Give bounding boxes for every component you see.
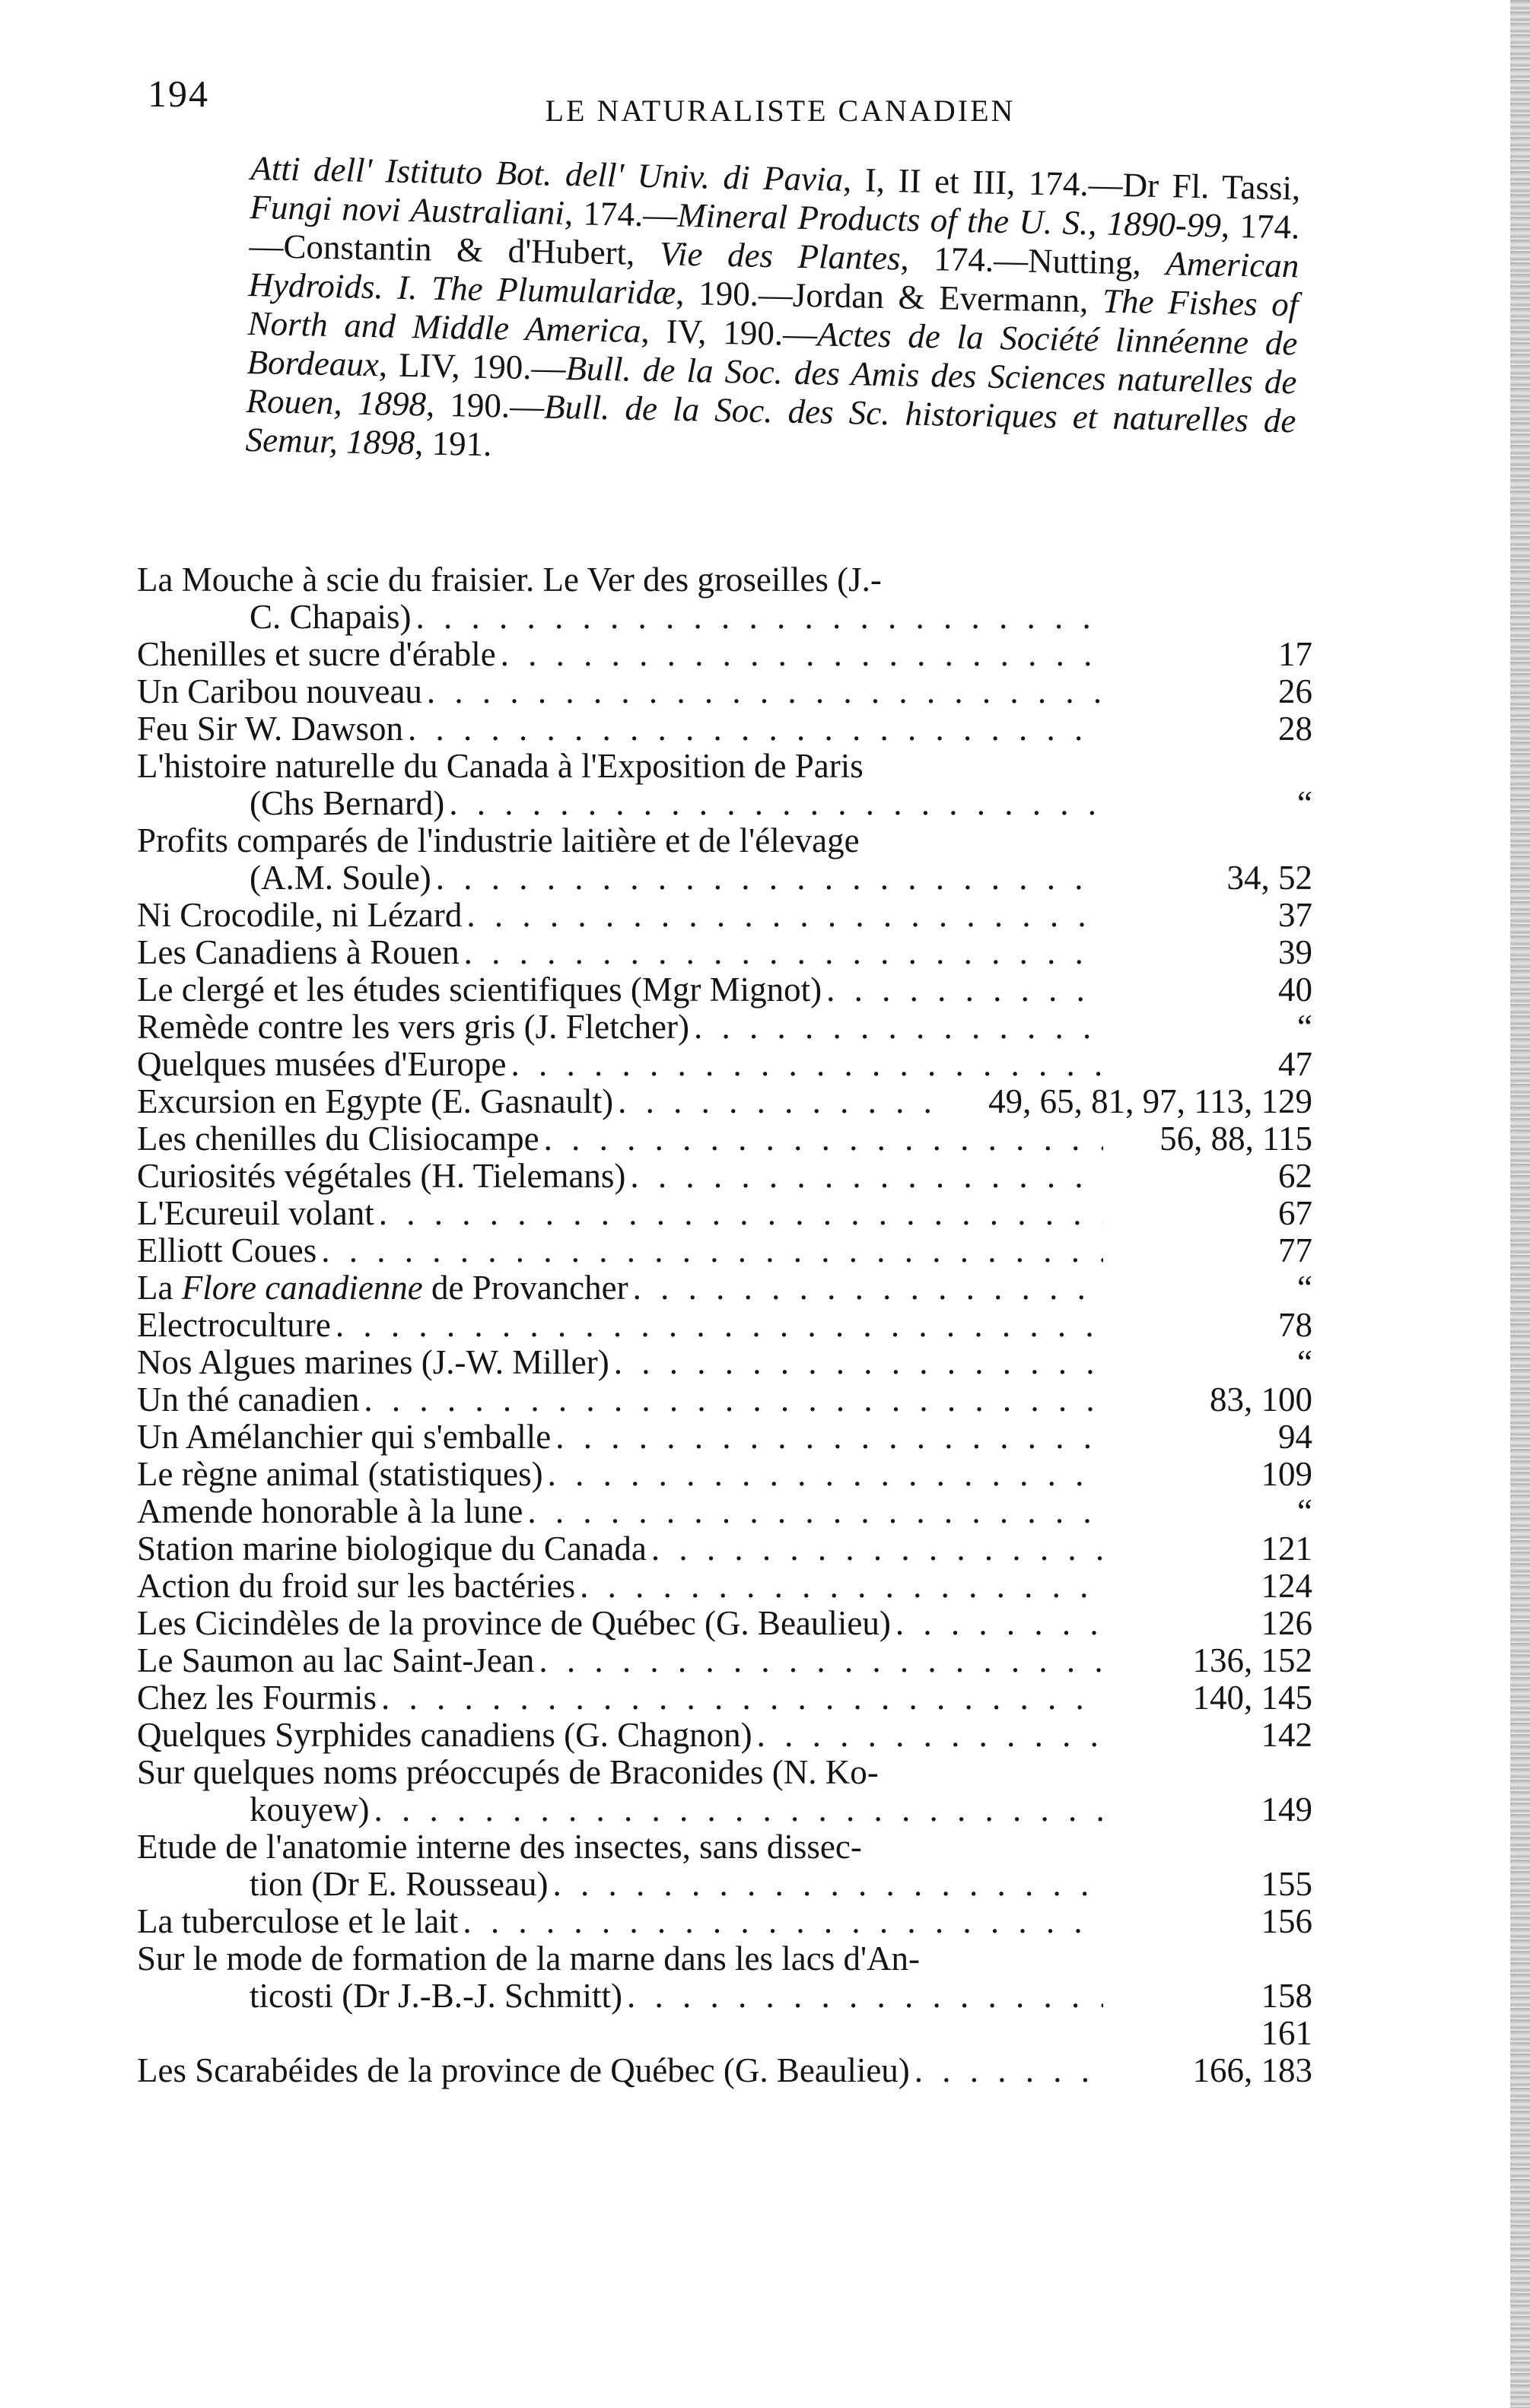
toc-page-numbers: 158 [1261, 1977, 1312, 2015]
toc-title-text: de Provancher [422, 1269, 628, 1307]
leader-dots [422, 673, 1103, 710]
toc-title-text: Sur quelques noms préoccupés de Braconides (N. Ko- [137, 1754, 879, 1791]
toc-entry-title [137, 1418, 1103, 1456]
leader-dots [462, 897, 1103, 934]
leader-dots [331, 1307, 1103, 1344]
leader-dots [625, 1158, 1103, 1195]
citation-italic: Atti dell' Istituto Bot. dell' Univ. di Pavia [250, 149, 844, 199]
toc-entry [137, 1679, 1312, 1717]
citation-text: , 190.— [425, 385, 545, 426]
leader-dots [622, 1978, 1103, 2015]
citation-text: , 174.—Constantin & d'Hubert, [249, 206, 1300, 273]
toc-title-text: Profits comparés de l'industrie laitière et de l'élevage [137, 822, 860, 859]
citations-paragraph [245, 149, 1301, 479]
toc-page-numbers: “ [1297, 1492, 1312, 1530]
citation-text: , IV, 190.— [641, 311, 818, 354]
leader-dots [613, 1083, 943, 1120]
toc-page-numbers: 161 [1261, 2014, 1312, 2052]
toc-page-numbers: “ [1297, 1269, 1312, 1307]
toc-entry-title [137, 897, 1103, 934]
toc-title-text: Un Amélanchier qui s'emballe [137, 1418, 552, 1456]
toc-page-numbers: 109 [1261, 1455, 1312, 1493]
toc-page-numbers: 155 [1261, 1865, 1312, 1903]
running-title: LE NATURALISTE CANADIEN [545, 94, 1016, 128]
toc-entry-title [137, 1232, 1103, 1269]
leader-dots [369, 1791, 1103, 1828]
toc-entry [137, 1307, 1312, 1344]
toc-title-text: Le règne animal (statistiques) [137, 1456, 543, 1493]
leader-dots [534, 1642, 1103, 1679]
toc-entry [137, 934, 1312, 971]
toc-title-text: Un thé canadien [137, 1381, 360, 1418]
toc-title-text: Electroculture [137, 1307, 331, 1344]
toc-entry [137, 2052, 1312, 2089]
toc-title-text: Les Cicindèles de la province de Québec (G. Beaulieu) [137, 1605, 891, 1642]
toc-page-numbers: 83, 100 [1210, 1380, 1312, 1418]
leader-dots [548, 1866, 1103, 1903]
toc-title-text: Quelques musées d'Europe [137, 1046, 507, 1083]
toc-title-text: Le Saumon au lac Saint-Jean [137, 1642, 535, 1679]
toc-entry-title [137, 1493, 1103, 1530]
toc-entry [137, 673, 1312, 710]
toc-page-numbers: “ [1297, 784, 1312, 822]
toc-page-numbers: 126 [1261, 1604, 1312, 1642]
toc-entry-title [137, 748, 1103, 822]
citation-italic: Bull. de la Soc. des Sc. historiques et naturelles de Semur, 1898 [245, 387, 1296, 462]
toc-page-numbers: 78 [1278, 1306, 1312, 1344]
toc-title-text: L'histoire naturelle du Canada à l'Exposition de Paris [137, 748, 864, 785]
citation-italic: American Hydroids. I. The Plumularidæ [248, 244, 1299, 312]
citation-italic: Bull. de la Soc. des Amis des Sciences naturelles de Rouen, 1898 [246, 348, 1297, 424]
toc-entry [137, 1195, 1312, 1232]
citation-text: , 190.—Jordan & Evermann, [675, 273, 1103, 320]
toc-entry [137, 822, 1312, 897]
toc-title-text: C. Chapais) [250, 599, 412, 636]
toc-page-numbers: 17 [1278, 635, 1312, 673]
leader-dots [543, 1456, 1103, 1493]
citation-italic: Mineral Products of the U. S., 1890-99 [676, 195, 1222, 245]
toc-page-numbers: 26 [1278, 672, 1312, 710]
leader-dots [910, 2052, 1103, 2089]
leader-dots [523, 1493, 1103, 1530]
toc-title-text: Remède contre les vers gris (J. Fletcher) [137, 1009, 689, 1046]
toc-entry [137, 2015, 1312, 2052]
toc-entry [137, 1754, 1312, 1828]
toc-title-text: Un Caribou nouveau [137, 673, 422, 710]
toc-page-numbers: 39 [1278, 933, 1312, 971]
citation-italic: Fungi novi Australiani [250, 187, 565, 232]
leader-dots [431, 859, 1103, 897]
toc-title-text: Les Canadiens à Rouen [137, 934, 460, 971]
toc-title-text: La tuberculose et le lait [137, 1903, 459, 1940]
leader-dots [539, 1120, 1103, 1158]
toc-page-numbers: 40 [1278, 971, 1312, 1009]
toc-page-numbers: 166, 183 [1192, 2051, 1312, 2089]
leader-dots [891, 1605, 1103, 1642]
toc-entry-title [137, 1903, 1103, 1940]
citation-text: , 174.—Nutting, [900, 239, 1166, 283]
leader-dots [496, 636, 1103, 673]
leader-dots [628, 1269, 1103, 1307]
toc-page-numbers: 121 [1261, 1530, 1312, 1568]
toc-entry-title [137, 1828, 1103, 1903]
toc-entry [137, 1605, 1312, 1642]
toc-page-numbers: 156 [1261, 1902, 1312, 1940]
toc-title-text: Nos Algues marines (J.-W. Miller) [137, 1344, 609, 1381]
toc-page-numbers: 56, 88, 115 [1159, 1120, 1312, 1158]
toc-title-text: Ni Crocodile, ni Lézard [137, 897, 463, 934]
leader-dots [822, 971, 1103, 1009]
toc-entry [137, 1009, 1312, 1046]
toc-entry-title [137, 1046, 1103, 1083]
citation-text: , LIV, 190.— [378, 345, 567, 387]
citation-text: , 191. [414, 424, 492, 464]
toc-entry [137, 971, 1312, 1009]
toc-title-text: Curiosités végétales (H. Tielemans) [137, 1158, 626, 1195]
toc-title-italic: Flore canadienne [181, 1269, 423, 1307]
toc-entry-title [137, 1940, 1103, 2015]
toc-entry-title [137, 1679, 1103, 1717]
toc-title-text: ticosti (Dr J.-B.-J. Schmitt) [250, 1978, 622, 2015]
toc-title-text: L'Ecureuil volant [137, 1195, 374, 1232]
leader-dots [411, 599, 1103, 636]
toc-page-numbers: 94 [1278, 1418, 1312, 1456]
toc-entry-title [137, 1009, 1103, 1046]
toc-entry [137, 1568, 1312, 1605]
toc-entry-title [137, 673, 1103, 710]
leader-dots [403, 710, 1103, 748]
leader-dots [507, 1046, 1104, 1083]
toc-page-numbers: 124 [1261, 1567, 1312, 1605]
toc-entry [137, 1381, 1312, 1418]
toc-title-text: Excursion en Egypte (E. Gasnault) [137, 1083, 614, 1120]
toc-page-numbers: 77 [1278, 1231, 1312, 1269]
table-of-contents [137, 561, 1312, 2089]
citation-text: , 174.— [564, 193, 678, 234]
toc-entry [137, 1120, 1312, 1158]
toc-entry-title [137, 1530, 1103, 1568]
leader-dots [359, 1381, 1103, 1418]
toc-title-text: (A.M. Soule) [250, 859, 431, 897]
leader-dots [752, 1717, 1103, 1754]
toc-entry-title [137, 1344, 1103, 1381]
toc-title-text: Les chenilles du Clisiocampe [137, 1120, 539, 1158]
toc-entry-title [137, 636, 1103, 673]
toc-entry-title [137, 1456, 1103, 1493]
toc-page-numbers: “ [1297, 1343, 1312, 1381]
toc-entry-title [137, 971, 1103, 1009]
leader-dots [458, 1903, 1103, 1940]
page-number: 194 [148, 72, 209, 115]
toc-title-text: Quelques Syrphides canadiens (G. Chagnon) [137, 1717, 752, 1754]
toc-page-numbers: 142 [1261, 1716, 1312, 1754]
toc-entry-title [137, 1269, 1103, 1307]
toc-title-text: Feu Sir W. Dawson [137, 710, 404, 748]
toc-page-numbers: 47 [1278, 1045, 1312, 1083]
toc-page-numbers: 136, 152 [1192, 1641, 1312, 1679]
toc-entry-title [137, 1195, 1103, 1232]
toc-entry [137, 1083, 1312, 1120]
toc-title-text: Elliott Coues [137, 1232, 317, 1269]
toc-title-text: La Mouche à scie du fraisier. Le Ver des groseilles (J.- [137, 561, 882, 599]
toc-entry-title [137, 1120, 1103, 1158]
toc-page-numbers: 67 [1278, 1194, 1312, 1232]
toc-entry [137, 1642, 1312, 1679]
leader-dots [316, 1232, 1103, 1269]
toc-title-text: Le clergé et les études scientifiques (Mgr Mignot) [137, 971, 822, 1009]
toc-title-text: Station marine biologique du Canada [137, 1530, 647, 1568]
toc-entry [137, 1344, 1312, 1381]
toc-entry-title [137, 1083, 943, 1120]
leader-dots [609, 1344, 1103, 1381]
leader-dots [374, 1195, 1103, 1232]
toc-entry [137, 1828, 1312, 1903]
leader-dots [444, 785, 1103, 822]
leader-dots [551, 1418, 1103, 1456]
citation-text: , I, II et III, 174.—Dr Fl. Tassi, [842, 160, 1301, 208]
toc-entry [137, 1269, 1312, 1307]
toc-page-numbers: 37 [1278, 896, 1312, 934]
toc-page-numbers: 34, 52 [1226, 859, 1312, 897]
toc-entry-title [137, 1605, 1103, 1642]
toc-title-text: Chenilles et sucre d'érable [137, 636, 496, 673]
toc-entry-title [137, 934, 1103, 971]
toc-entry-title [137, 1307, 1103, 1344]
toc-page-numbers: 140, 145 [1192, 1679, 1312, 1717]
toc-entry [137, 1046, 1312, 1083]
toc-entry [137, 1456, 1312, 1493]
toc-entry [137, 1530, 1312, 1568]
toc-entry-title [137, 1381, 1103, 1418]
toc-entry [137, 710, 1312, 748]
leader-dots [377, 1679, 1103, 1717]
toc-title-text: Amende honorable à la lune [137, 1493, 523, 1530]
toc-title-text: Etude de l'anatomie interne des insectes, sans dissec- [137, 1828, 862, 1866]
toc-entry [137, 748, 1312, 822]
leader-dots [689, 1009, 1103, 1046]
citation-italic: Vie des Plantes [659, 234, 902, 278]
toc-entry [137, 1158, 1312, 1195]
toc-entry [137, 1418, 1312, 1456]
toc-entry-title [137, 2052, 1103, 2089]
toc-entry-title [137, 822, 1103, 897]
toc-entry [137, 1940, 1312, 2015]
toc-title-text: La [137, 1269, 182, 1307]
citation-italic: Actes de la Société linnéenne de Bordeaux [247, 315, 1298, 384]
leader-dots [647, 1530, 1103, 1568]
toc-entry [137, 1232, 1312, 1269]
toc-page-numbers: “ [1297, 1008, 1312, 1046]
scan-edge [1510, 0, 1530, 2408]
toc-title-text: Chez les Fourmis [137, 1679, 377, 1717]
toc-entry [137, 1493, 1312, 1530]
toc-entry-title [137, 1158, 1103, 1195]
toc-entry-title [137, 561, 1103, 636]
toc-page-numbers: 62 [1278, 1157, 1312, 1195]
toc-entry [137, 1717, 1312, 1754]
leader-dots [460, 934, 1103, 971]
toc-entry-title [137, 710, 1103, 748]
toc-entry [137, 897, 1312, 934]
toc-page-numbers: 49, 65, 81, 97, 113, 129 [988, 1082, 1312, 1120]
toc-entry-title [137, 1568, 1103, 1605]
leader-dots [575, 1568, 1103, 1605]
toc-entry [137, 636, 1312, 673]
citation-italic: The Fishes of North and Middle America [247, 281, 1299, 350]
toc-title-text: kouyew) [250, 1791, 370, 1828]
toc-page-numbers: 149 [1261, 1790, 1312, 1828]
toc-entry [137, 1903, 1312, 1940]
toc-title-text: Les Scarabéides de la province de Québec (G. Beaulieu) [137, 2052, 910, 2089]
toc-title-text: Action du froid sur les bactéries [137, 1568, 576, 1605]
toc-title-text: (Chs Bernard) [250, 785, 445, 822]
toc-title-text: tion (Dr E. Rousseau) [250, 1866, 549, 1903]
toc-entry-title [137, 1642, 1103, 1679]
toc-entry-title [137, 1717, 1103, 1754]
toc-entry-title [137, 1754, 1103, 1828]
toc-title-text: Sur le mode de formation de la marne dans les lacs d'An- [137, 1940, 921, 1978]
toc-page-numbers: 28 [1278, 710, 1312, 748]
toc-entry [137, 561, 1312, 636]
